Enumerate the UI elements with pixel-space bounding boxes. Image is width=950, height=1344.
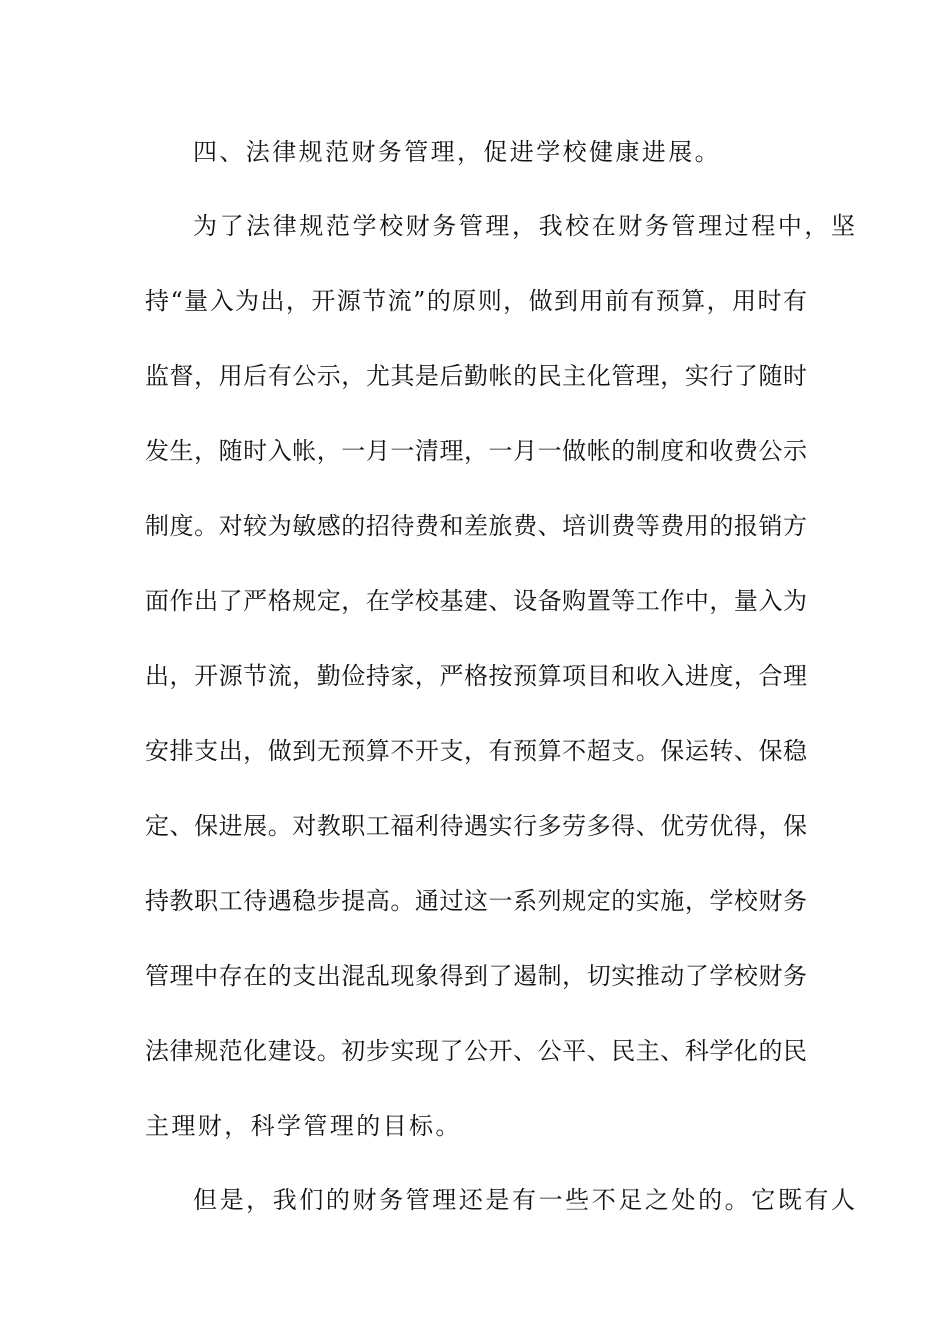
paragraph-line: 安排支出，做到无预算不开支，有预算不超支。保运转、保稳 xyxy=(145,737,807,765)
paragraph-line: 监督，用后有公示，尤其是后勤帐的民主化管理，实行了随时 xyxy=(145,362,807,390)
paragraph-line: 持“量入为出，开源节流”的原则，做到用前有预算，用时有 xyxy=(145,287,807,315)
paragraph-line: 但是，我们的财务管理还是有一些不足之处的。它既有人 xyxy=(193,1186,855,1214)
paragraph-line: 出，开源节流，勤俭持家，严格按预算项目和收入进度，合理 xyxy=(145,662,807,690)
paragraph-line: 持教职工待遇稳步提高。通过这一系列规定的实施，学校财务 xyxy=(145,887,807,915)
paragraph-line: 定、保进展。对教职工福利待遇实行多劳多得、优劳优得，保 xyxy=(145,812,807,840)
section-heading: 四、法律规范财务管理，促进学校健康进展。 xyxy=(193,138,721,166)
paragraph-line: 主理财，科学管理的目标。 xyxy=(145,1112,462,1140)
paragraph-line: 为了法律规范学校财务管理，我校在财务管理过程中，坚 xyxy=(193,212,855,240)
paragraph-line: 法律规范化建设。初步实现了公开、公平、民主、科学化的民 xyxy=(145,1037,807,1065)
paragraph-line: 发生，随时入帐，一月一清理，一月一做帐的制度和收费公示 xyxy=(145,437,807,465)
paragraph-line: 面作出了严格规定，在学校基建、设备购置等工作中，量入为 xyxy=(145,587,807,615)
paragraph-line: 管理中存在的支出混乱现象得到了遏制，切实推动了学校财务 xyxy=(145,962,807,990)
paragraph-line: 制度。对较为敏感的招待费和差旅费、培训费等费用的报销方 xyxy=(145,512,807,540)
